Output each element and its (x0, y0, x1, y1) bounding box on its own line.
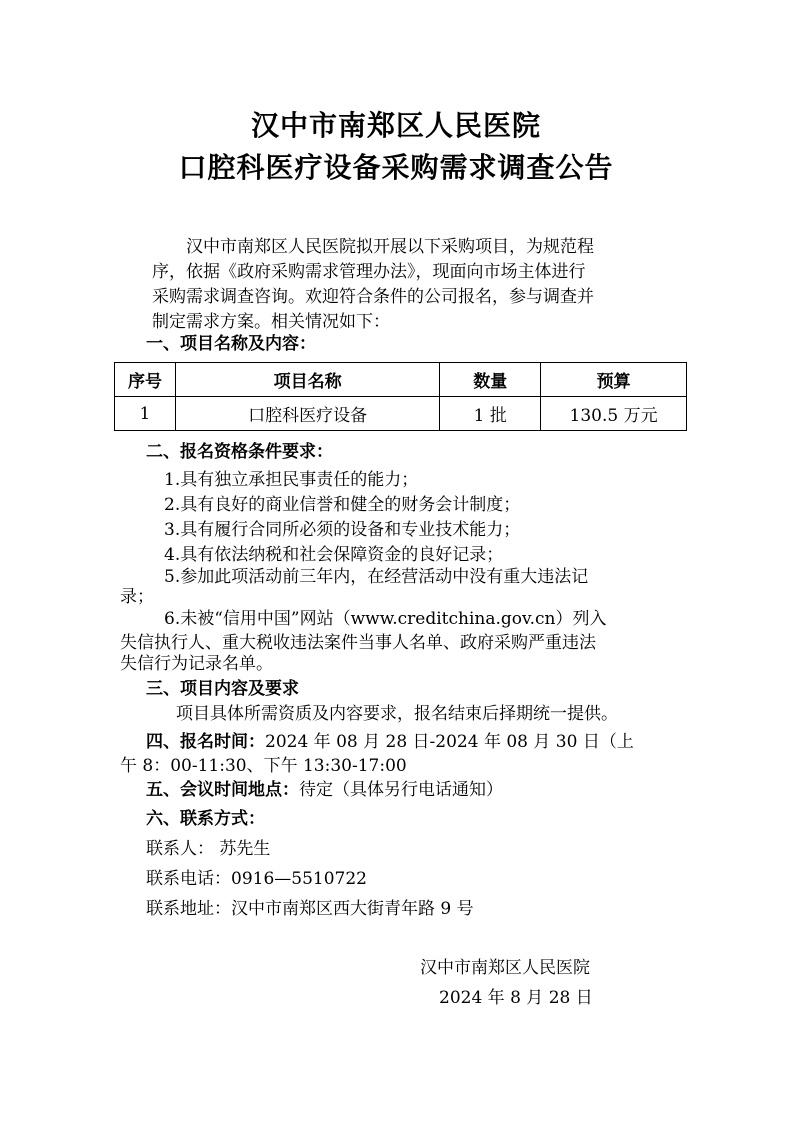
requirement-item: 2.具有良好的商业信誉和健全的财务会计制度； (164, 495, 521, 515)
section5-line (146, 779, 503, 801)
requirement-item: 5.参加此项活动前三年内，在经营活动中没有重大违法记 (164, 567, 589, 587)
table-header-cell: 数量 (440, 363, 541, 397)
section1-heading: 一、项目名称及内容： (146, 334, 316, 354)
table-header-cell: 项目名称 (175, 363, 439, 397)
requirement-item: 3.具有履行合同所必须的设备和专业技术能力； (164, 520, 521, 540)
footer-organization: 汉中市南郑区人民医院 (420, 958, 590, 978)
requirement-item: 4.具有依法纳税和社会保障资金的良好记录； (164, 545, 504, 565)
intro-line: 制定需求方案。相关情况如下： (152, 312, 390, 332)
requirement-item: 1.具有独立承担民事责任的能力； (164, 470, 419, 490)
contact-phone: 联系电话：0916—5510722 (146, 869, 367, 889)
section3-text: 项目具体所需资质及内容要求，报名结束后择期统一提供。 (176, 704, 618, 724)
table-header-cell: 序号 (115, 363, 176, 397)
requirement-item-continued: 录； (120, 587, 154, 607)
footer-date: 2024 年 8 月 28 日 (439, 988, 593, 1008)
section3-heading: 三、项目内容及要求 (146, 679, 299, 699)
section4-text-continued: 午 8：00-11:30、下午 13:30-17:00 (120, 756, 407, 776)
section4-text: 2024 年 08 月 28 日-2024 年 08 月 30 日（上 (265, 732, 634, 752)
section4-line (146, 731, 634, 753)
section5-label: 五、会议时间地点： (146, 780, 299, 800)
table-cell: 130.5 万元 (541, 397, 687, 431)
intro-line: 汉中市南郑区人民医院拟开展以下采购项目，为规范程 (186, 237, 594, 257)
section5-text: 待定（具体另行电话通知） (299, 780, 503, 800)
table-header-row (115, 363, 687, 397)
intro-line: 采购需求调查咨询。欢迎符合条件的公司报名，参与调查并 (152, 287, 594, 307)
requirement-item-continued: 失信执行人、重大税收违法案件当事人名单、政府采购严重违法 (120, 633, 596, 653)
section4-label: 四、报名时间： (146, 732, 265, 752)
table-cell: 口腔科医疗设备 (175, 397, 439, 431)
table-cell: 1 批 (440, 397, 541, 431)
section6-heading: 六、联系方式： (146, 809, 265, 829)
table-cell: 1 (115, 397, 176, 431)
document-title-line2: 口腔科医疗设备采购需求调查公告 (178, 151, 614, 184)
intro-line: 序，依据《政府采购需求管理办法》，现面向市场主体进行 (152, 262, 586, 282)
table-row (115, 397, 687, 431)
contact-person: 联系人： 苏先生 (146, 839, 271, 859)
contact-address: 联系地址：汉中市南郑区西大街青年路 9 号 (146, 899, 474, 919)
requirement-item: 6.未被“信用中国”网站（www.creditchina.gov.cn）列入 (164, 609, 607, 629)
procurement-table (114, 362, 687, 431)
section2-heading: 二、报名资格条件要求： (146, 442, 333, 462)
table-header-cell: 预算 (541, 363, 687, 397)
document-title-line1: 汉中市南郑区人民医院 (250, 109, 541, 142)
requirement-item-continued: 失信行为记录名单。 (120, 654, 273, 674)
